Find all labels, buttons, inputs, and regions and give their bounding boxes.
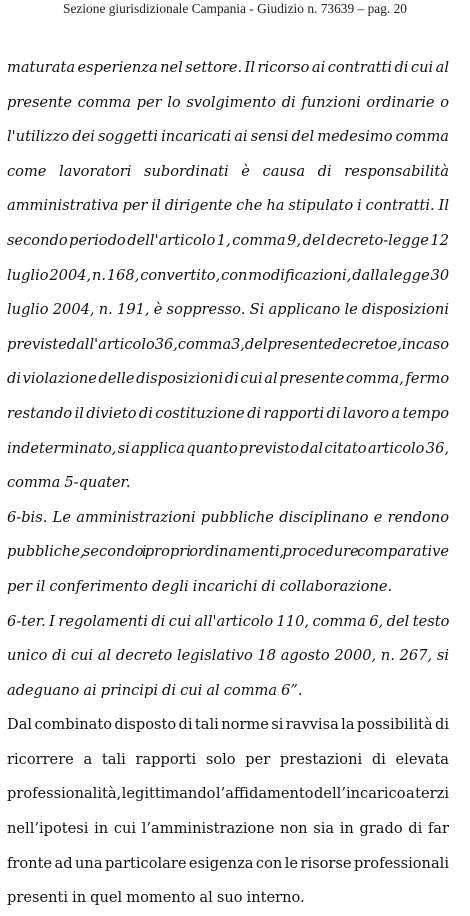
text-line: di violazione delle disposizioni di cui al presente comma, fermo bbox=[7, 370, 450, 388]
text-line: 6-bis. Le amministrazioni pubbliche disciplinano e rendono bbox=[7, 508, 449, 526]
text-line: nell’ipotesi in cui l’amministrazione non sia in grado di far bbox=[7, 820, 449, 838]
text-line: unico di cui al decreto legislativo 18 agosto 2000, n. 267, si bbox=[7, 647, 449, 665]
quoted-paragraph-6-ter bbox=[7, 605, 449, 709]
quoted-paragraph-contracts bbox=[7, 51, 449, 501]
commentary-paragraph bbox=[7, 708, 449, 916]
text-line: pubbliche, secondo i propri ordinamenti, procedure comparative bbox=[7, 543, 449, 561]
text-line: adeguano ai principi di cui al comma 6”. bbox=[7, 681, 303, 699]
text-line: amministrativa per il dirigente che ha stipulato i contratti. Il bbox=[7, 197, 449, 215]
page-header: Sezione giurisdizionale Campania - Giudizio n. 73639 – pag. 20 bbox=[63, 1, 407, 16]
text-line: per il conferimento degli incarichi di collaborazione. bbox=[7, 577, 393, 595]
text-line: ricorrere a tali rapporti solo per prestazioni di elevata bbox=[7, 750, 449, 768]
text-line: comma 5-quater. bbox=[7, 474, 131, 492]
text-line: l'utilizzo dei soggetti incaricati ai sensi del medesimo comma bbox=[7, 128, 449, 146]
text-line: Dal combinato disposto di tali norme si ravvisa la possibilità di bbox=[7, 716, 449, 734]
quoted-paragraph-6-bis bbox=[7, 501, 449, 605]
text-line: presenti in quel momento al suo interno. bbox=[7, 889, 305, 907]
text-line: fronte ad una particolare esigenza con le risorse professionali bbox=[7, 854, 449, 872]
text-line: come lavoratori subordinati è causa di responsabilità bbox=[7, 162, 449, 180]
text-line: 6-ter. I regolamenti di cui all'articolo 110, comma 6, del testo bbox=[7, 612, 450, 630]
text-line: luglio 2004, n. 191, è soppresso. Si applicano le disposizioni bbox=[7, 301, 449, 319]
text-line: luglio 2004, n. 168, convertito, con modificazioni, dalla legge 30 bbox=[7, 266, 450, 284]
text-line: presente comma per lo svolgimento di funzioni ordinarie o bbox=[7, 93, 449, 111]
text-line: restando il divieto di costituzione di rapporti di lavoro a tempo bbox=[7, 404, 449, 422]
text-line: secondo periodo dell'articolo 1, comma 9, del decreto-legge 12 bbox=[7, 231, 449, 249]
text-line: maturata esperienza nel settore. Il ricorso ai contratti di cui al bbox=[7, 59, 449, 76]
text-line: indeterminato, si applica quanto previsto dal citato articolo 36, bbox=[7, 439, 449, 457]
text-line: professionalità, legittimando l’affidamento dell’incarico a terzi bbox=[7, 785, 449, 803]
text-line: previste dall'articolo 36, comma 3, del presente decreto e, in caso bbox=[7, 335, 449, 353]
document-body bbox=[7, 51, 449, 916]
